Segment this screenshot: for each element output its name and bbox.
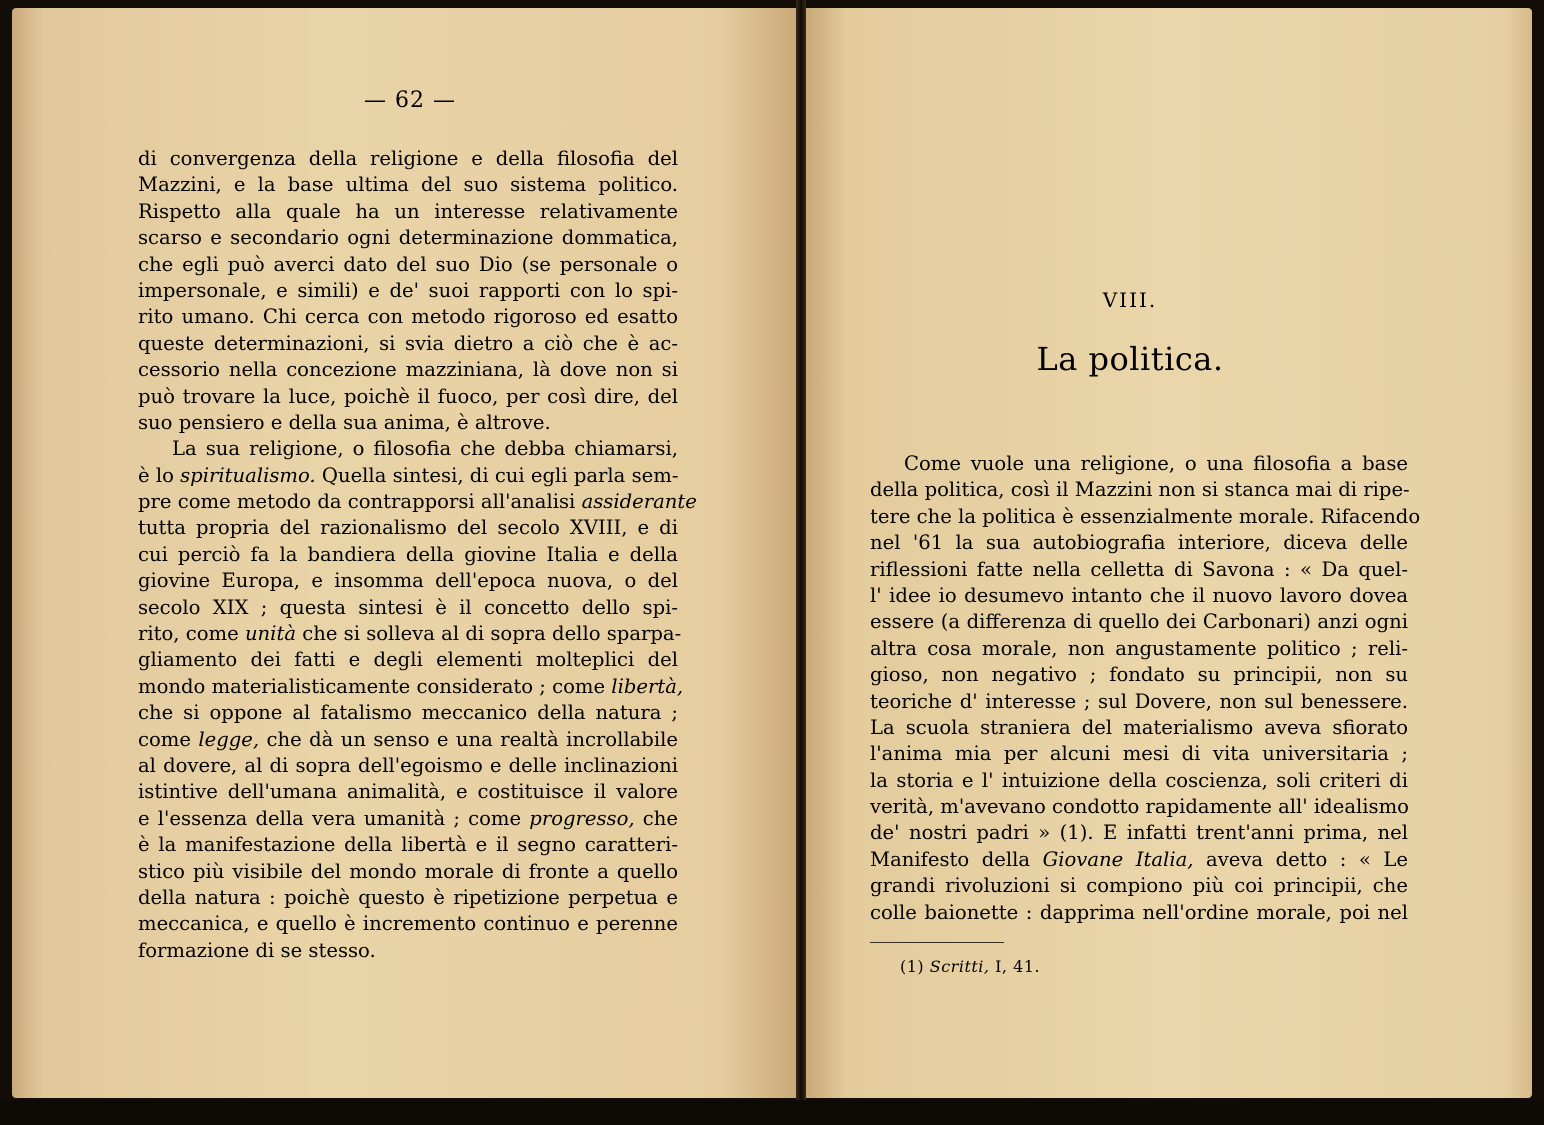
text-line: colle baionette : dapprima nell'ordine morale, poi nel [870,900,1408,924]
scan-bottom-edge [0,1100,1544,1125]
text-line: la storia e l' intuizione della coscienza, soli criteri di [870,768,1408,792]
text-line: di convergenza della religione e della filosofia del [138,147,678,170]
text-line [138,674,684,700]
text-line: meccanica, e quello è incremento continuo e perenne [138,912,678,936]
text-line: è la manifestazione della libertà e il segno caratteri- [138,833,678,857]
text-run: che si solleva al di sopra dello sparpa- [296,622,682,646]
footnote-source: Scritti, [929,957,990,976]
text-line: altra cosa morale, non angustamente politico ; reli- [870,636,1408,660]
text-run: rito, come [138,622,245,646]
text-line: suo pensiero e della sua anima, è altrove. [138,410,551,434]
text-line [138,621,682,647]
text-line: l'anima mia per alcuni mesi di vita universitaria ; [870,742,1408,766]
italic-run: Giovane Italia, [1042,847,1194,871]
text-line: della natura : poichè questo è ripetizione perpetua e [138,885,678,909]
text-line: de' nostri padri » (1). E infatti trent'anni prima, nel [870,821,1408,845]
text-line: nel '61 la sua autobiografia interiore, diceva delle [870,531,1408,555]
text-line: che egli può averci dato del suo Dio (se personale o [138,252,678,276]
footnote-reference: I, 41. [989,957,1041,976]
text-line: rito umano. Chi cerca con metodo rigoroso ed esatto [138,305,678,329]
text-line: gioso, non negativo ; fondato su principii, non su [870,663,1408,687]
text-run: aveva detto : « Le [1193,847,1409,871]
right-page-text [870,451,1421,926]
text-line: essere (a differenza di quello dei Carbonari) anzi ogni [870,610,1408,634]
text-line: della politica, così il Mazzini non si stanca mai di ripe- [870,478,1410,502]
italic-run: assiderante [581,490,697,514]
text-line: secolo XIX ; questa sintesi è il concetto dello spi- [138,595,678,619]
footnote [900,957,1040,976]
page-number: — 62 — [364,88,456,113]
text-line: La sua religione, o filosofia che debba chiamarsi, [172,437,678,461]
text-line: Rispetto alla quale ha un interesse relativamente [138,199,678,223]
text-line: istintive dell'umana animalità, e costituisce il valore [138,780,678,804]
text-run: mondo materialisticamente considerato ; come [138,674,612,698]
text-line: Come vuole una religione, o una filosofia a base [904,452,1408,475]
text-run: che [634,806,678,830]
text-line: grandi rivoluzioni si compiono più coi principii, che [870,874,1408,898]
text-run: Quella sintesi, di cui egli parla sem- [315,463,679,487]
italic-run: progresso, [529,806,635,830]
text-line: formazione di se stesso. [138,938,376,962]
text-line [138,806,678,832]
text-line: al dovere, al di sopra dell'egoismo e delle inclinazioni [138,753,678,777]
text-line: verità, m'avevano condotto rapidamente all' idealismo [870,795,1409,819]
text-line: scarso e secondario ogni determinazione dommatica, [138,226,678,250]
text-line [138,463,678,489]
book-gutter [796,0,806,1100]
text-line [870,847,1408,873]
text-line: stico più visibile del mondo morale di fronte a quello [138,859,678,883]
footnote-marker: (1) [900,957,930,976]
text-line: tere che la politica è essenzialmente morale. Rifacendo [870,504,1421,528]
text-line: riflessioni fatte nella celletta di Savona : « Da quel- [870,557,1408,581]
text-line: gliamento dei fatti e degli elementi molteplici del [138,648,678,672]
italic-run: legge, [198,727,260,751]
text-run: Manifesto della [870,847,1043,871]
text-line [138,727,678,753]
text-line: tutta propria del razionalismo del secolo XVIII, e di [138,516,678,540]
text-line: l' idee io desumevo intanto che il nuovo lavoro dovea [870,583,1408,607]
text-run: che dà un senso e una realtà incrollabile [259,727,678,751]
text-line: teoriche d' interesse ; sul Dovere, non sul benessere. [870,689,1408,713]
italic-run: libertà, [611,674,684,698]
text-line: che si oppone al fatalismo meccanico della natura ; [138,701,678,725]
text-line: cui perciò fa la bandiera della giovine Italia e della [138,542,678,566]
text-line: cessorio nella concezione mazziniana, là dove non si [138,358,678,382]
italic-run: unità [244,622,296,646]
text-line [138,489,697,515]
text-run: e l'essenza della vera umanità ; come [138,806,530,830]
chapter-title: La politica. [1036,340,1224,378]
text-line: può trovare la luce, poichè il fuoco, per così dire, del [138,384,678,408]
text-line: La scuola straniera del materialismo aveva sfiorato [870,715,1408,739]
text-run: è lo [138,463,181,487]
chapter-number: VIII. [1102,288,1158,312]
text-line: queste determinazioni, si svia dietro a ciò che è ac- [138,331,678,355]
text-run: pre come metodo da contrapporsi all'analisi [138,490,582,514]
text-line: impersonale, e simili) e de' suoi rapporti con lo spi- [138,278,678,302]
footnote-rule [870,942,1004,943]
italic-run: spiritualismo. [180,463,316,487]
text-line: giovine Europa, e insomma dell'epoca nuova, o del [138,569,678,593]
text-run: come [138,727,199,751]
text-line: Mazzini, e la base ultima del suo sistema politico. [138,173,678,197]
left-page-text [138,146,697,964]
